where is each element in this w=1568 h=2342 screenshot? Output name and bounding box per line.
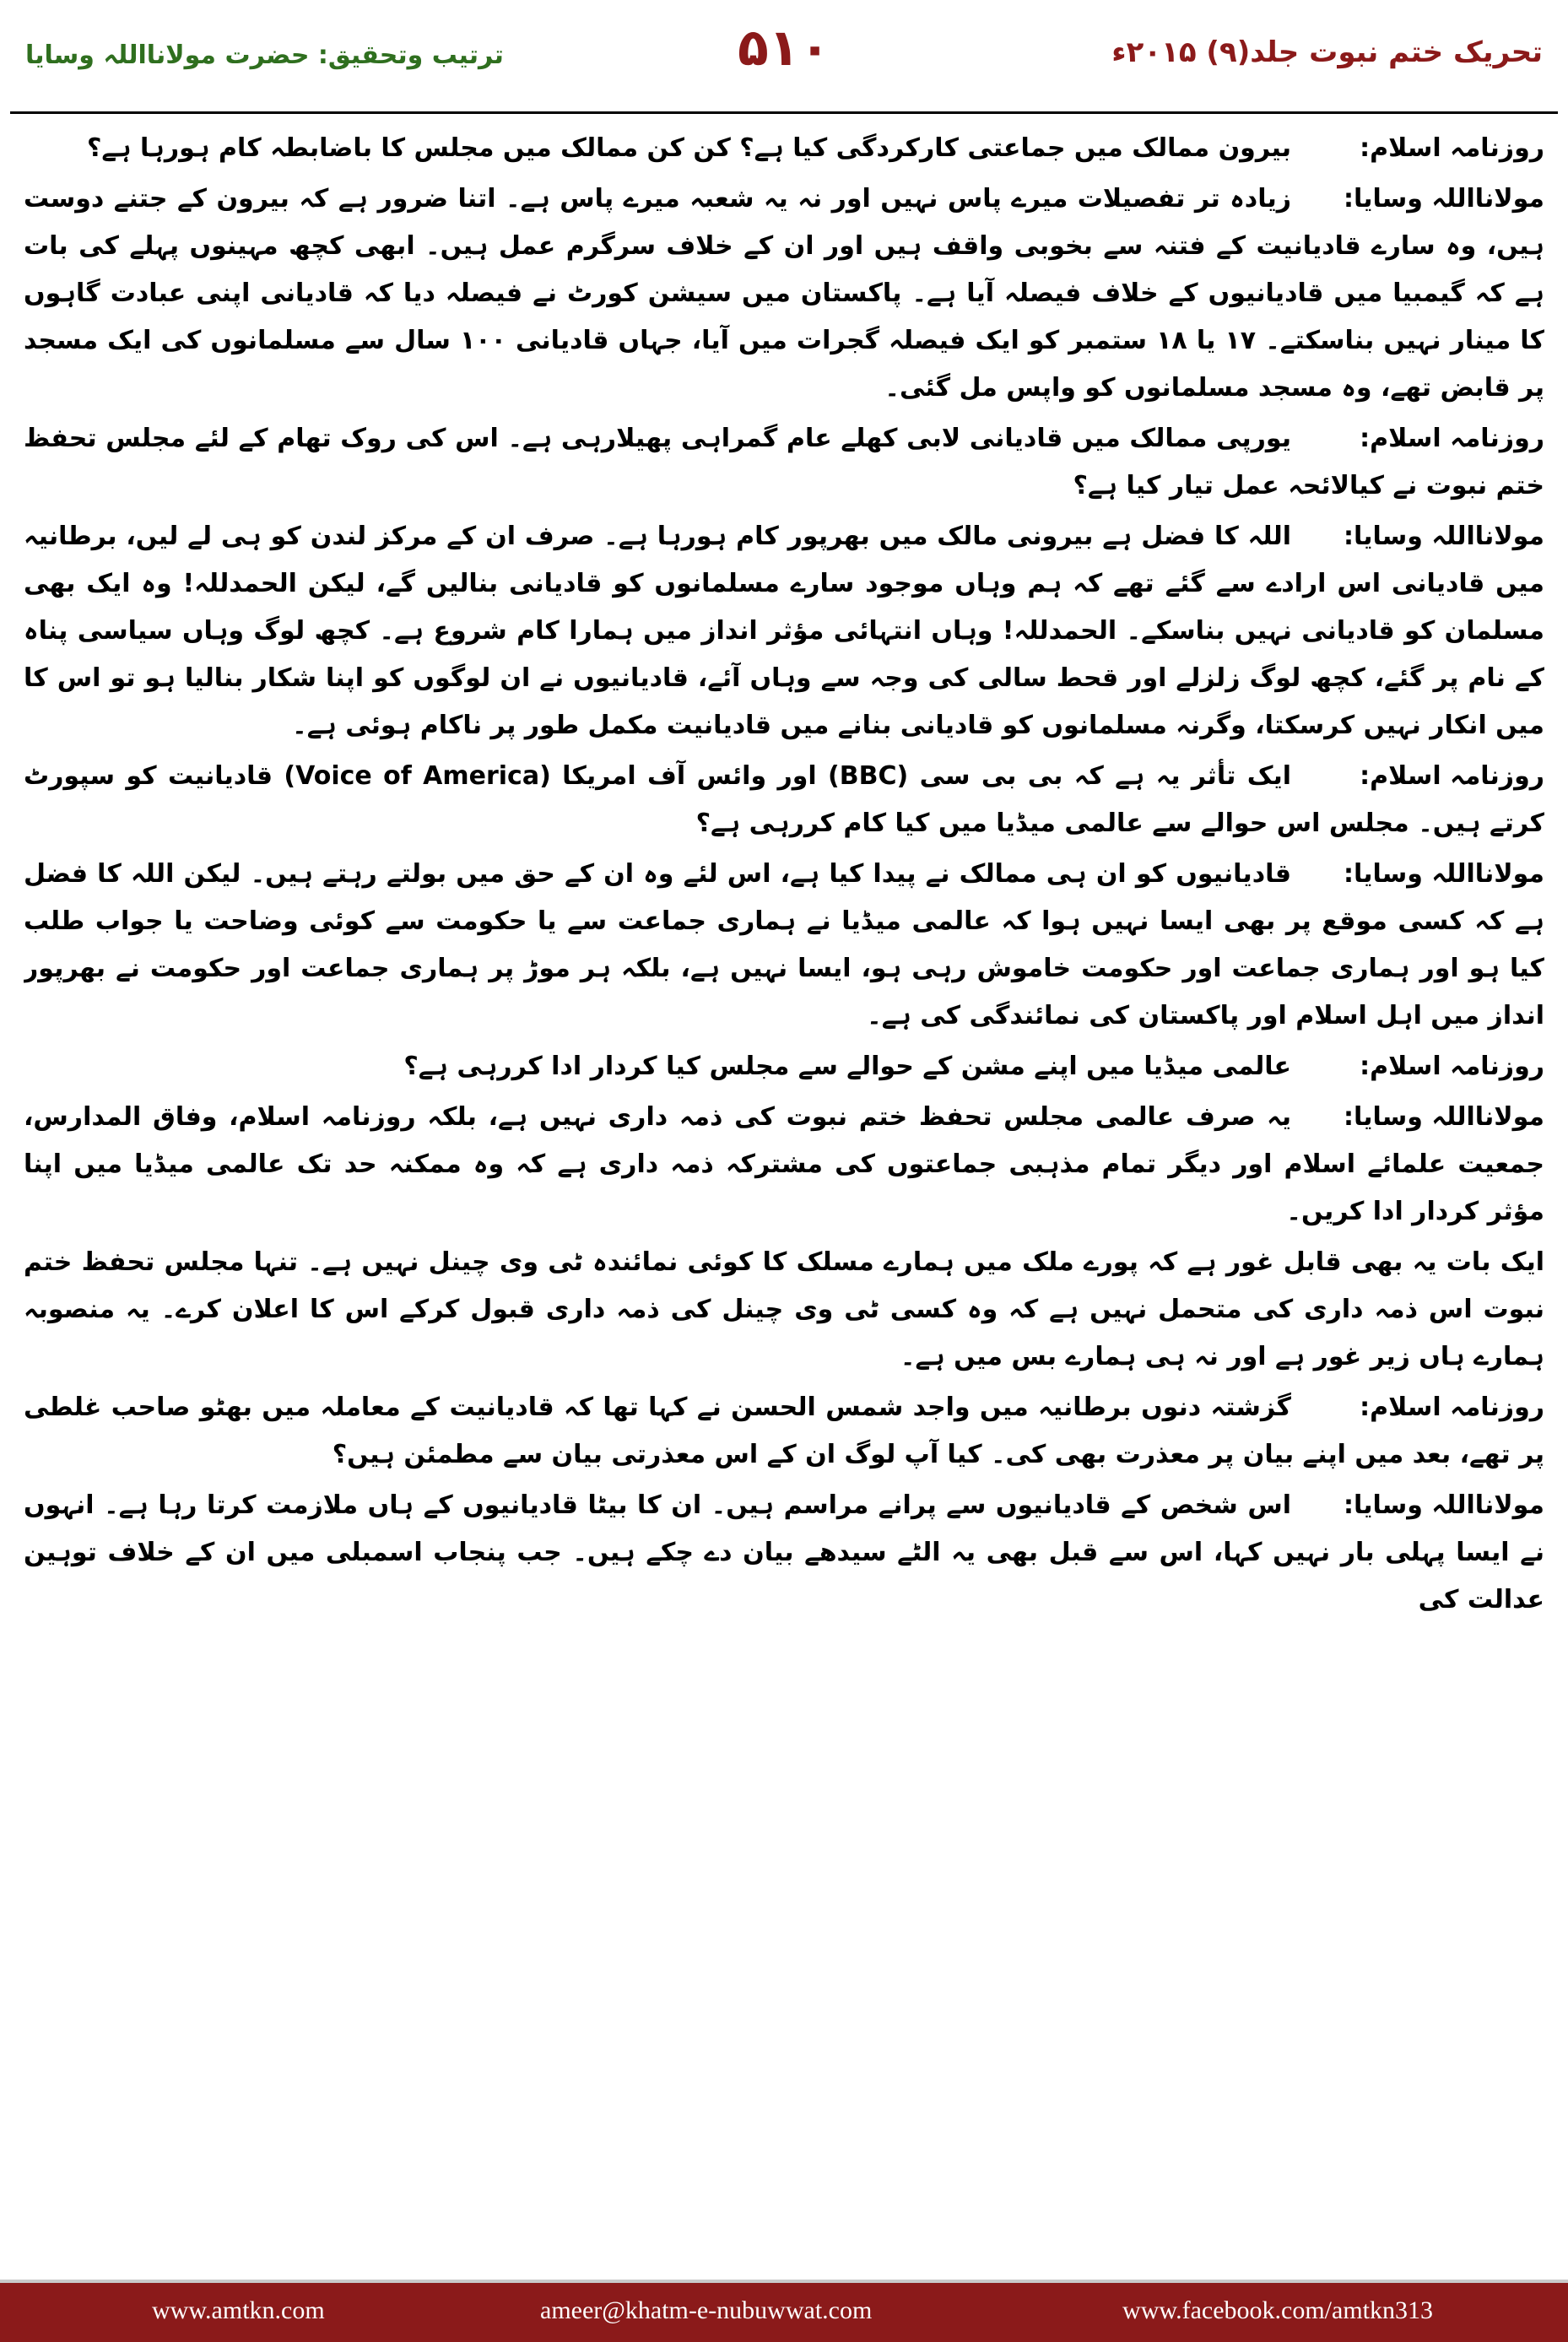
qa-paragraph (24, 415, 1544, 510)
speaker-label: مولانااللہ وسایا: (1343, 1490, 1544, 1520)
qa-paragraph (24, 176, 1544, 412)
email-link[interactable]: ameer@khatm-e-nubuwwat.com (540, 2296, 873, 2324)
paragraph-text: اللہ کا فضل ہے بیرونی مالک میں بھرپور کام ہورہا ہے۔ صرف ان کے مرکز لندن کو ہی لے لیں، برطانیہ میں قادیانی اس ارادے سے گئے تھے کہ ہم وہاں موجود سارے مسلمانوں کو قادیانی بنالیں گے، لیکن الحمدللہ! وہ ایک بھی مسلمان کو قادیانی نہیں بناسکے۔ الحمدللہ! وہاں انتہائی مؤثر انداز میں ہمارا کام شروع ہے۔ کچھ لوگ وہاں سیاسی پناہ کے نام پر گئے، کچھ لوگ زلزلے اور قحط سالی کی وجہ سے وہاں آئے، قادیانیوں نے ان لوگوں کو اپنا شکار بنالیا ہو تو اس کا میں انکار نہیں کرسکتا، وگرنہ مسلمانوں کو قادیانی بنانے میں قادیانیت مکمل طور پر ناکام ہوئی ہے۔ (24, 522, 1544, 740)
speaker-label: روزنامہ اسلام: (1360, 133, 1544, 163)
qa-paragraph (24, 125, 1544, 172)
paragraph-text: یورپی ممالک میں قادیانی لابی کھلے عام گمراہی پھیلارہی ہے۔ اس کی روک تھام کے لئے مجلس تحفظ ختم نبوت نے کیالائحہ عمل تیار کیا ہے؟ (24, 424, 1544, 500)
header-divider (10, 111, 1558, 114)
paragraph-text: یہ صرف عالمی مجلس تحفظ ختم نبوت کی ذمہ داری نہیں ہے، بلکہ روزنامہ اسلام، وفاق المدارس، جمعیت علمائے اسلام اور دیگر تمام مذہبی جماعتوں کی مشترکہ ذمہ داری ہے کہ وہ ممکنہ حد تک عالمی میڈیا میں اپنا مؤثر کردار ادا کریں۔ (24, 1102, 1544, 1226)
qa-paragraph (24, 753, 1544, 847)
compiler-credit: ترتیب وتحقیق: حضرت مولانااللہ وسایا (25, 41, 504, 70)
qa-paragraph (24, 1094, 1544, 1236)
page-footer (0, 2280, 1568, 2342)
qa-paragraph (24, 1384, 1544, 1479)
paragraph-text: بیرون ممالک میں جماعتی کارکردگی کیا ہے؟ کن کن ممالک میں مجلس کا باضابطہ کام ہورہا ہے؟ (87, 133, 1291, 163)
speaker-label: مولانااللہ وسایا: (1343, 184, 1544, 214)
paragraph-text: قادیانیوں کو ان ہی ممالک نے پیدا کیا ہے، اس لئے وہ ان کے حق میں بولتے رہتے ہیں۔ لیکن اللہ کا فضل ہے کہ کسی موقع پر بھی ایسا نہیں ہوا کہ عالمی میڈیا نے ہماری جماعت سے یا حکومت سے کوئی وضاحت یا جواب طلب کیا ہو اور ہماری جماعت اور حکومت خاموش رہی ہو، ایسا نہیں ہے، بلکہ ہر موڑ پر ہماری جماعت اور حکومت نے بھرپور انداز میں اہل اسلام اور پاکستان کی نمائندگی کی ہے۔ (24, 859, 1544, 1030)
qa-paragraph (24, 513, 1544, 749)
page-header (0, 0, 1568, 118)
book-title: تحریک ختم نبوت جلد(۹) ۲۰۱۵ء (1111, 35, 1543, 69)
qa-paragraph (24, 1482, 1544, 1624)
speaker-label: مولانااللہ وسایا: (1343, 1102, 1544, 1132)
speaker-label: مولانااللہ وسایا: (1343, 522, 1544, 551)
continuation-paragraph (24, 1239, 1544, 1381)
speaker-label: مولانااللہ وسایا: (1343, 859, 1544, 889)
qa-paragraph (24, 851, 1544, 1040)
paragraph-text: ایک تأثر یہ ہے کہ بی بی سی (BBC) اور وائس آف امریکا (Voice of America) قادیانیت کو سپورٹ کرتے ہیں۔ مجلس اس حوالے سے عالمی میڈیا میں کیا کام کررہی ہے؟ (24, 761, 1544, 838)
paragraph-text: زیادہ تر تفصیلات میرے پاس نہیں اور نہ یہ شعبہ میرے پاس ہے۔ اتنا ضرور ہے کہ بیرون کے جتنے دوست ہیں، وہ سارے قادیانیت کے فتنہ سے بخوبی واقف ہیں اور ان کے خلاف سرگرم عمل ہیں۔ ابھی کچھ مہینوں پہلے کی بات ہے کہ گیمبیا میں قادیانیوں کے خلاف فیصلہ آیا ہے۔ پاکستان میں سیشن کورٹ نے فیصلہ دیا کہ قادیانی اپنی عبادت گاہوں کا مینار نہیں بناسکتے۔ ۱۷ یا ۱۸ ستمبر کو ایک فیصلہ گجرات میں آیا، جہاں قادیانی ۱۰۰ سال سے مسلمانوں کی ایک مسجد پر قابض تھے، وہ مسجد مسلمانوں کو واپس مل گئی۔ (24, 184, 1544, 403)
paragraph-text: گزشتہ دنوں برطانیہ میں واجد شمس الحسن نے کہا تھا کہ قادیانیت کے معاملہ میں بھٹو صاحب غلطی پر تھے، بعد میں اپنے بیان پر معذرت بھی کی۔ کیا آپ لوگ ان کے اس معذرتی بیان سے مطمئن ہیں؟ (24, 1393, 1544, 1469)
speaker-label: روزنامہ اسلام: (1360, 761, 1544, 791)
paragraph-text: اس شخص کے قادیانیوں سے پرانے مراسم ہیں۔ ان کا بیٹا قادیانیوں کے ہاں ملازمت کرتا رہا ہے۔ انہوں نے ایسا پہلی بار نہیں کہا، اس سے قبل بھی یہ الٹے سیدھے بیان دے چکے ہیں۔ جب پنجاب اسمبلی میں ان کے خلاف توہین عدالت کی (24, 1490, 1544, 1615)
page-body (24, 125, 1544, 2247)
page-number: ۵۱۰ (738, 19, 830, 78)
paragraph-text: ایک بات یہ بھی قابل غور ہے کہ پورے ملک میں ہمارے مسلک کا کوئی نمائندہ ٹی وی چینل نہیں ہے۔ تنہا مجلس تحفظ ختم نبوت اس ذمہ داری کی متحمل نہیں ہے کہ وہ کسی ٹی وی چینل کی ذمہ داری قبول کرکے اس کا اعلان کرے۔ یہ منصوبہ ہمارے ہاں زیر غور ہے اور نہ ہی ہمارے بس میں ہے۔ (24, 1247, 1544, 1371)
speaker-label: روزنامہ اسلام: (1360, 424, 1544, 453)
speaker-label: روزنامہ اسلام: (1360, 1393, 1544, 1422)
speaker-label: روزنامہ اسلام: (1360, 1052, 1544, 1081)
qa-paragraph (24, 1043, 1544, 1090)
paragraph-text: عالمی میڈیا میں اپنے مشن کے حوالے سے مجلس کیا کردار ادا کررہی ہے؟ (403, 1052, 1291, 1081)
website-link[interactable]: www.amtkn.com (152, 2296, 325, 2324)
facebook-link[interactable]: www.facebook.com/amtkn313 (1122, 2296, 1433, 2324)
